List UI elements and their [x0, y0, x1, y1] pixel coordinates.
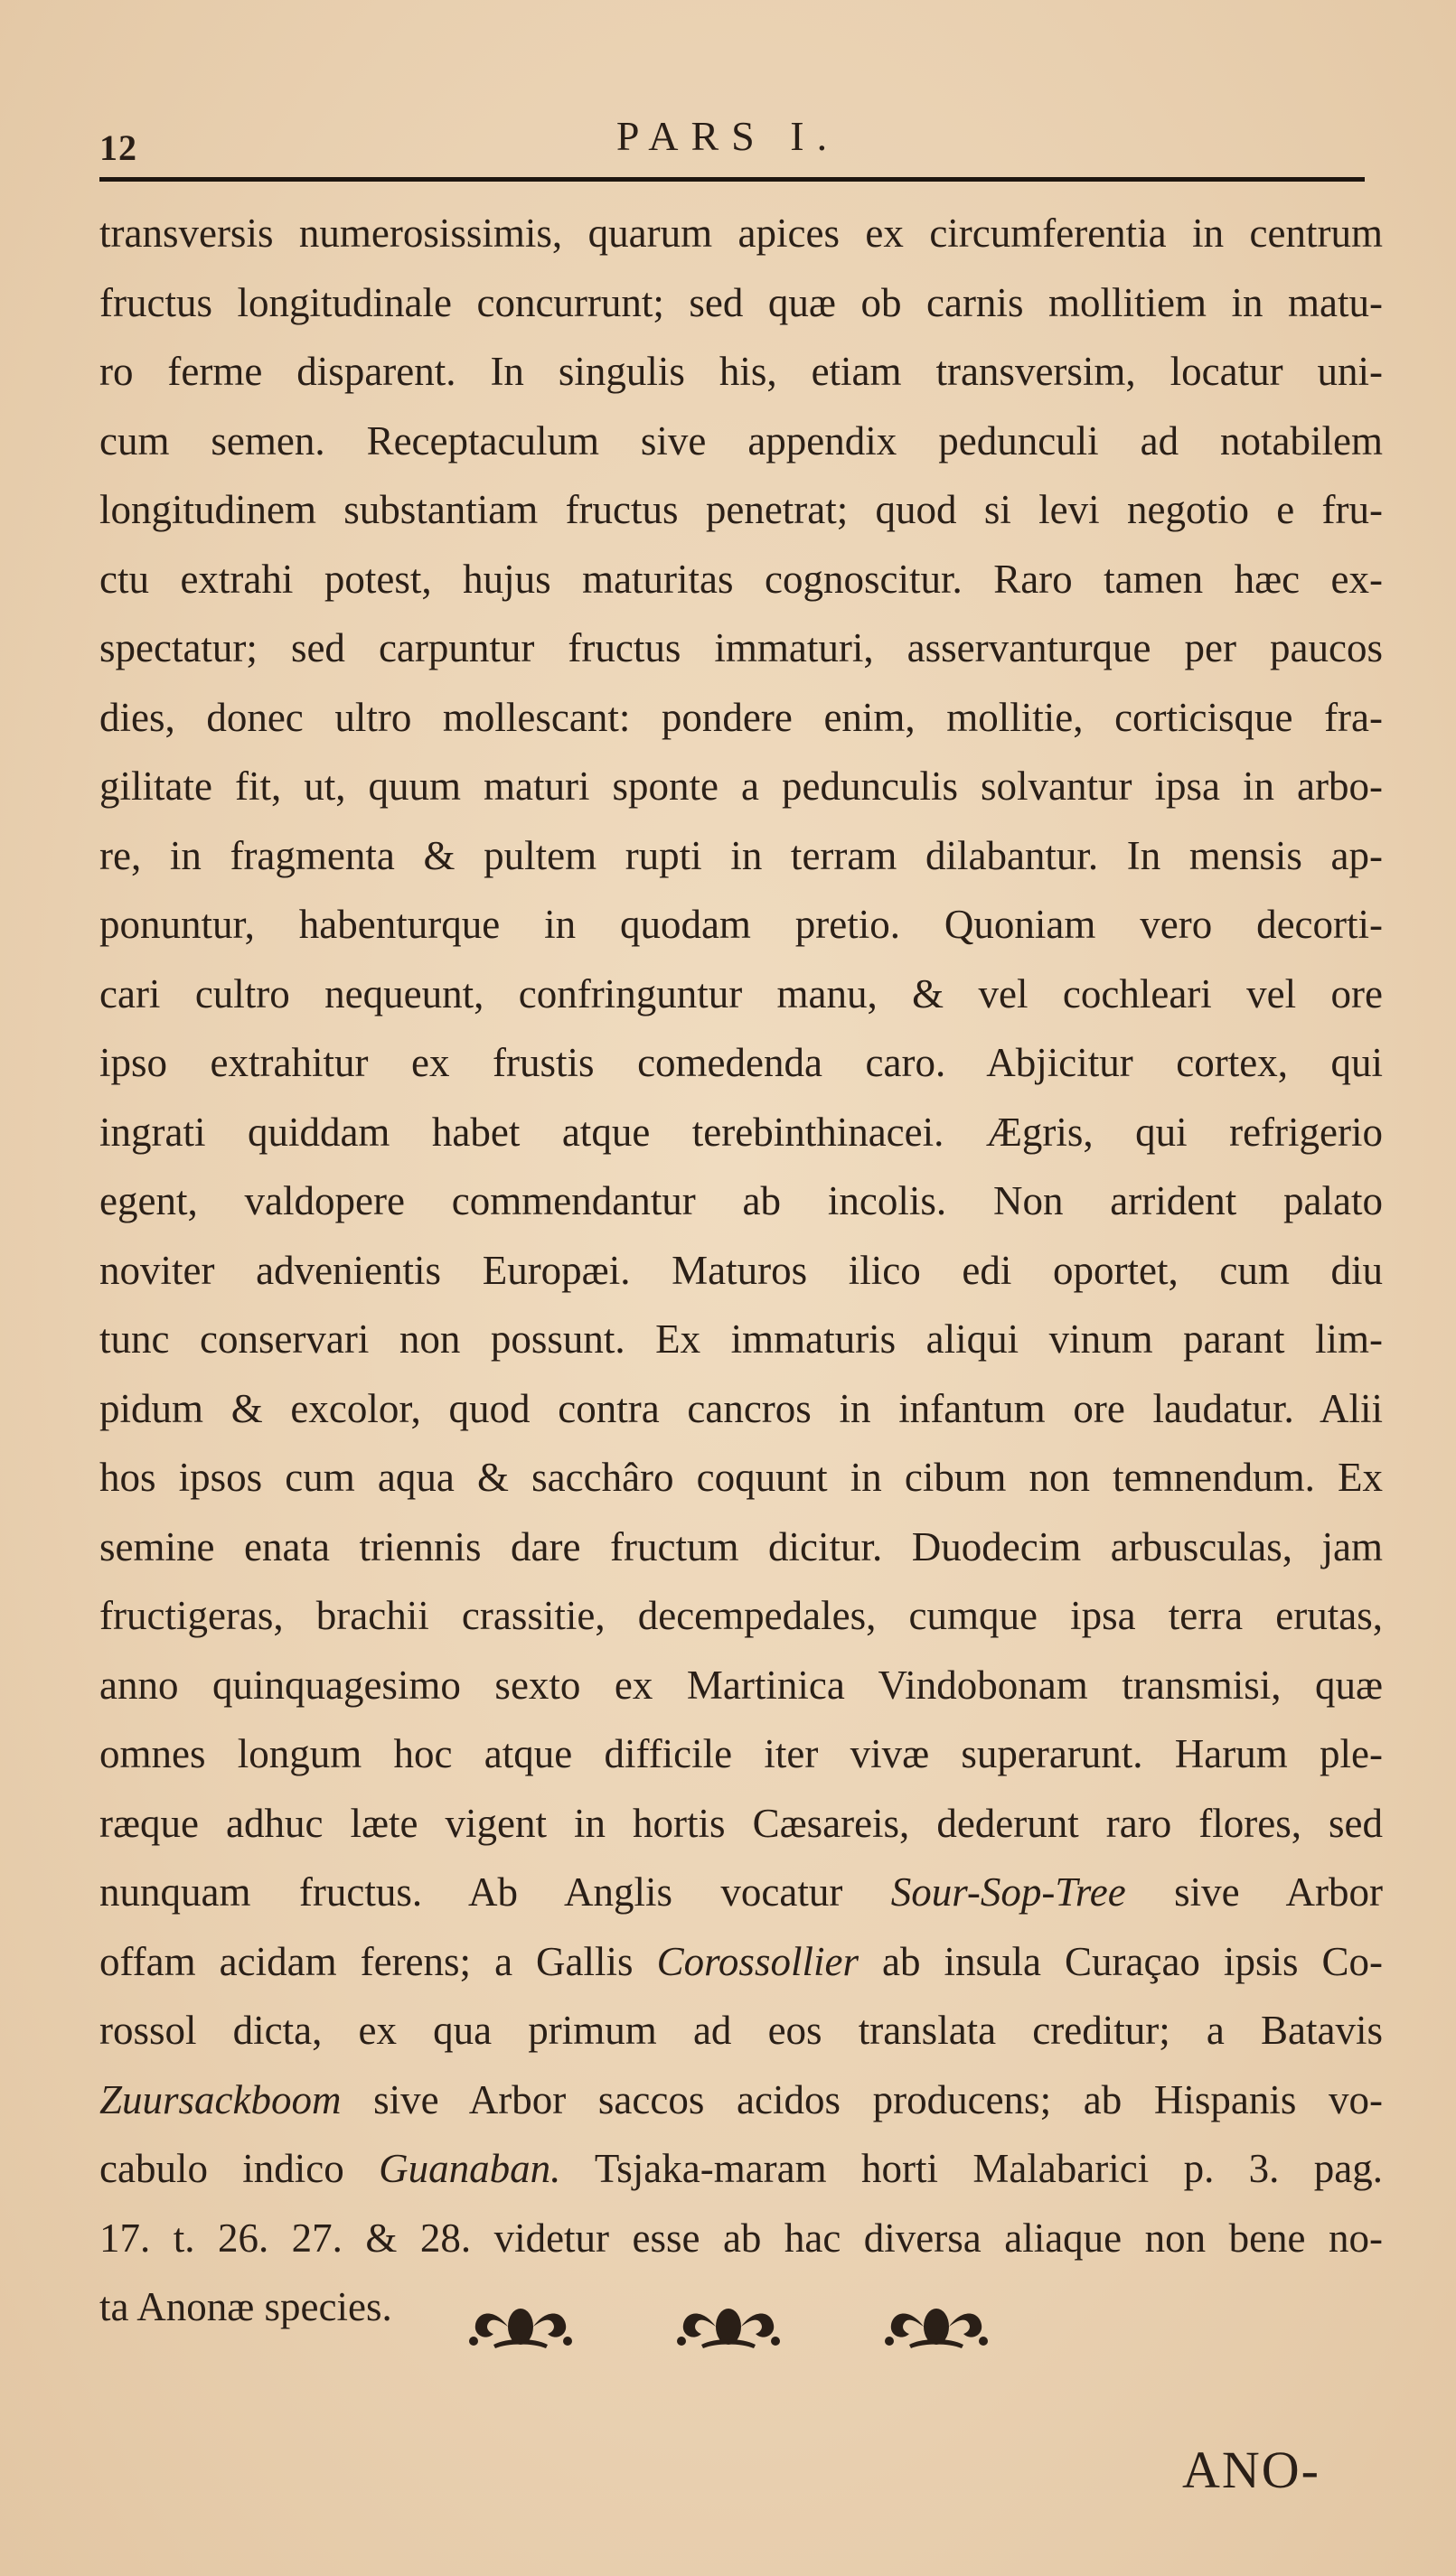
text-line: omnes longum hoc atque difficile iter vivæ superarunt. Harum ple-	[99, 1731, 1383, 1776]
text-line: cari cultro nequeunt, confringuntur manu, & vel cochleari vel ore	[99, 970, 1383, 1016]
text-line: rossol dicta, ex qua primum ad eos translata creditur; a Batavis	[99, 2008, 1383, 2053]
text-line: tunc conservari non possunt. Ex immaturis aliqui vinum parant lim-	[99, 1316, 1383, 1362]
catchword: ANO-	[1182, 2440, 1320, 2499]
text-line: transversis numerosissimis, quarum apices ex circumferentia in centrum	[99, 211, 1383, 256]
text-line	[99, 2065, 1383, 2135]
text-segment: Tsjaka-maram horti Malabarici p. 3. pag.	[560, 2146, 1383, 2191]
italic-name-sour-sop: Sour-Sop-Tree	[890, 1869, 1126, 1915]
text-line: egent, valdopere commendantur ab incolis. Non arrident palato	[99, 1178, 1383, 1223]
italic-name-guanaban: Guanaban.	[379, 2146, 561, 2191]
text-line: anno quinquagesimo sexto ex Martinica Vindobonam transmisi, quæ	[99, 1662, 1383, 1708]
text-line: spectatur; sed carpuntur fructus immaturi, asservanturque per paucos	[99, 625, 1383, 670]
text-line: fructus longitudinale concurrunt; sed quæ ob carnis mollitiem in matu-	[99, 279, 1383, 325]
text-line: ipso extrahitur ex frustis comedenda caro. Abjicitur cortex, qui	[99, 1040, 1383, 1085]
text-line: ræque adhuc læte vigent in hortis Cæsareis, dederunt raro flores, sed	[99, 1800, 1383, 1846]
text-line: re, in fragmenta & pultem rupti in terram dilabantur. In mensis ap-	[99, 832, 1383, 878]
fleuron-ornament-icon	[674, 2300, 783, 2354]
text-line: hos ipsos cum aqua & sacchâro coquunt in cibum non temnendum. Ex	[99, 1455, 1383, 1500]
text-line: semine enata triennis dare fructum dicitur. Duodecim arbusculas, jam	[99, 1523, 1383, 1569]
text-line: gilitate fit, ut, quum maturi sponte a pedunculis solvantur ipsa in arbo-	[99, 763, 1383, 809]
text-line: ro ferme disparent. In singulis his, etiam transversim, locatur uni-	[99, 349, 1383, 394]
text-segment: ab insula Curaçao ipsis Co-	[858, 1938, 1383, 1984]
text-line: 17. t. 26. 27. & 28. videtur esse ab hac diversa aliaque non bene no-	[99, 2215, 1383, 2261]
text-line: ingrati quiddam habet atque terebinthinacei. Ægris, qui refrigerio	[99, 1109, 1383, 1155]
text-line	[99, 1858, 1383, 1927]
text-segment: offam acidam ferens; a Gallis	[99, 1938, 657, 1984]
text-block	[99, 199, 1383, 2342]
ornament-row	[0, 2300, 1456, 2354]
text-line: pidum & excolor, quod contra cancros in infantum ore laudatur. Alii	[99, 1385, 1383, 1431]
text-line: dies, donec ultro mollescant: pondere enim, mollitie, corticisque fra-	[99, 694, 1383, 740]
text-segment: nunquam fructus. Ab Anglis vocatur	[99, 1869, 843, 1915]
running-head: PARS I.	[615, 113, 841, 159]
header-rule	[99, 177, 1365, 182]
page-number: 12	[99, 127, 137, 168]
text-line	[99, 1927, 1383, 1997]
text-line	[99, 2134, 1383, 2204]
italic-name-zuursack: Zuursackboom	[99, 2076, 342, 2122]
text-segment: sive Arbor saccos acidos producens; ab Hispanis vo-	[341, 2076, 1383, 2122]
text-segment: sive Arbor	[1125, 1869, 1383, 1915]
text-line: ctu extrahi potest, hujus maturitas cognoscitur. Raro tamen hæc ex-	[99, 556, 1383, 602]
fleuron-ornament-icon	[466, 2300, 575, 2354]
text-line: longitudinem substantiam fructus penetrat; quod si levi negotio e fru-	[99, 487, 1383, 532]
text-line-last: ta Anonæ species.	[99, 2284, 392, 2329]
text-segment: cabulo indico	[99, 2146, 380, 2191]
text-line: fructigeras, brachii crassitie, decempedales, cumque ipsa terra erutas,	[99, 1593, 1383, 1638]
text-line: cum semen. Receptaculum sive appendix pedunculi ad notabilem	[99, 417, 1383, 464]
fleuron-ornament-icon	[882, 2300, 991, 2354]
italic-name-corossollier: Corossollier	[656, 1938, 859, 1984]
text-line: noviter advenientis Europæi. Maturos ilico edi oportet, cum diu	[99, 1247, 1383, 1293]
text-line: ponuntur, habenturque in quodam pretio. Quoniam vero decorti-	[99, 902, 1383, 947]
